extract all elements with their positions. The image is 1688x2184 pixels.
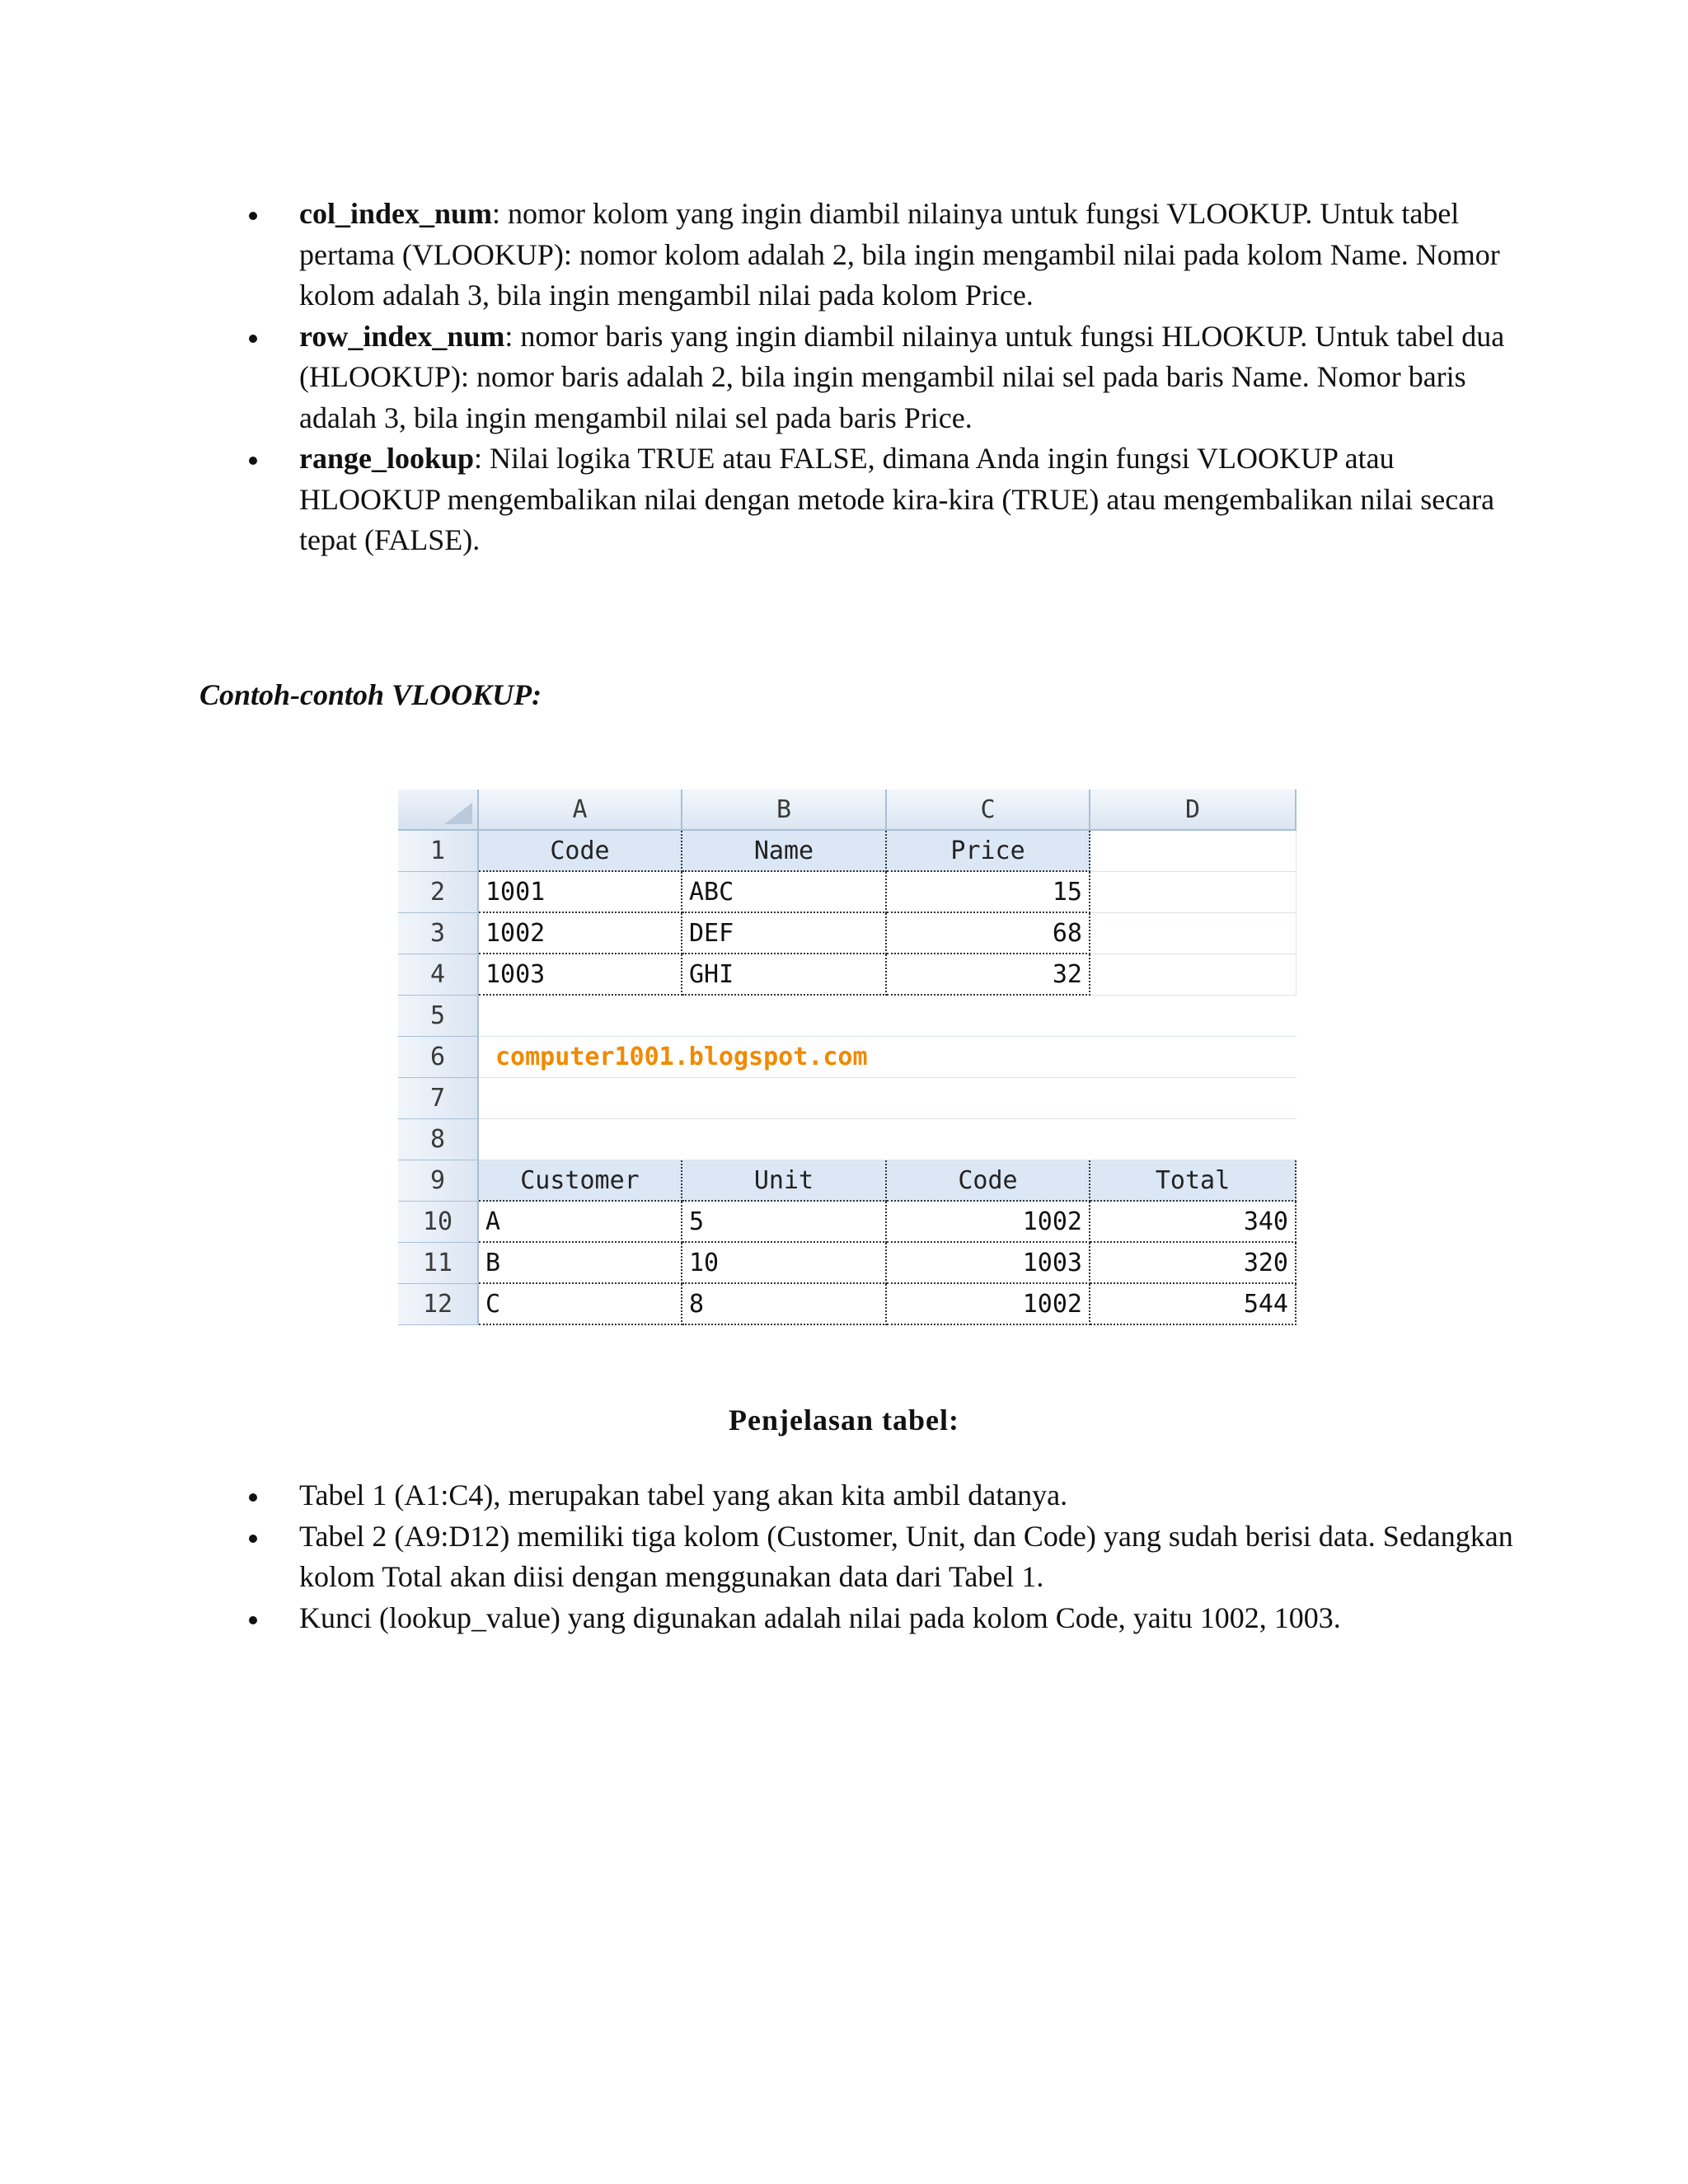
- row-header[interactable]: 1: [398, 831, 479, 872]
- table2-cell: 10: [682, 1243, 887, 1284]
- table2-cell: 5: [682, 1202, 887, 1243]
- bullet-icon: [249, 335, 257, 343]
- explanation-list: [0, 1475, 1688, 1638]
- term-label: col_index_num: [299, 197, 493, 230]
- list-item: [0, 194, 1688, 316]
- column-header[interactable]: D: [1090, 790, 1296, 831]
- row-header[interactable]: 6: [398, 1037, 479, 1078]
- row-header[interactable]: 11: [398, 1243, 479, 1284]
- table1-header-cell: Price: [887, 831, 1090, 872]
- row-header[interactable]: 12: [398, 1284, 479, 1325]
- list-item: [0, 316, 1688, 439]
- bullet-icon: [249, 1493, 257, 1502]
- table1-cell: GHI: [682, 954, 887, 996]
- table2-cell: 544: [1090, 1284, 1296, 1325]
- term-description: : nomor kolom yang ingin diambil nilainya untuk fungsi VLOOKUP. Untuk tabel pertama (VLOOKUP): nomor kolom adalah 2, bila ingin mengambil nilai pada kolom Name. Nomor kolom adalah 3, bila ingin mengambil nilai pada kolom Price.: [299, 197, 1500, 312]
- list-item: [0, 1516, 1688, 1598]
- table1-header-cell: Code: [479, 831, 682, 872]
- empty-cell: [1090, 913, 1296, 954]
- table2-cell: A: [479, 1202, 682, 1243]
- row-header[interactable]: 4: [398, 954, 479, 996]
- table1-cell: 68: [887, 913, 1090, 954]
- term-description: : Nilai logika TRUE atau FALSE, dimana Anda ingin fungsi VLOOKUP atau HLOOKUP mengembalikan nilai dengan metode kira-kira (TRUE) atau mengembalikan nilai secara tepat (FALSE).: [299, 442, 1495, 556]
- table2-cell: B: [479, 1243, 682, 1284]
- table2-header-cell: Code: [887, 1160, 1090, 1202]
- table2-cell: 1002: [887, 1202, 1090, 1243]
- spreadsheet-image: [398, 790, 1296, 1329]
- table1-cell: ABC: [682, 872, 887, 913]
- list-item-text: Tabel 1 (A1:C4), merupakan tabel yang akan kita ambil datanya.: [299, 1479, 1068, 1511]
- table1-cell: DEF: [682, 913, 887, 954]
- row-header[interactable]: 8: [398, 1119, 479, 1160]
- table1-cell: 32: [887, 954, 1090, 996]
- row-header[interactable]: 10: [398, 1202, 479, 1243]
- column-header[interactable]: B: [682, 790, 887, 831]
- bullet-icon: [249, 1535, 257, 1543]
- row-header[interactable]: 2: [398, 872, 479, 913]
- table1-cell: 15: [887, 872, 1090, 913]
- empty-cell: [1090, 872, 1296, 913]
- table2-header-cell: Unit: [682, 1160, 887, 1202]
- table2-header-cell: Customer: [479, 1160, 682, 1202]
- table1-cell: 1003: [479, 954, 682, 996]
- list-item-text: Kunci (lookup_value) yang digunakan adalah nilai pada kolom Code, yaitu 1002, 1003.: [299, 1601, 1341, 1634]
- examples-heading: Contoh-contoh VLOOKUP:: [199, 678, 542, 711]
- table1-cell: 1002: [479, 913, 682, 954]
- term-label: range_lookup: [299, 442, 475, 475]
- list-item: [0, 438, 1688, 561]
- explanation-heading: Penjelasan tabel:: [729, 1404, 959, 1436]
- table2-cell: 8: [682, 1284, 887, 1325]
- watermark-text: computer1001.blogspot.com: [479, 1037, 1296, 1078]
- empty-cell: [1090, 831, 1296, 872]
- term-description: : nomor baris yang ingin diambil nilainya untuk fungsi HLOOKUP. Untuk tabel dua (HLOOKUP): nomor baris adalah 2, bila ingin mengambil nilai sel pada baris Name. Nomor baris adalah 3, bila ingin mengambil nilai sel pada baris Price.: [299, 319, 1505, 434]
- table2-cell: C: [479, 1284, 682, 1325]
- list-item-text: Tabel 2 (A9:D12) memiliki tiga kolom (Customer, Unit, dan Code) yang sudah berisi data. Sedangkan kolom Total akan diisi dengan menggunakan data dari Tabel 1.: [299, 1519, 1513, 1593]
- list-item: [0, 1598, 1688, 1639]
- row-header[interactable]: 9: [398, 1160, 479, 1202]
- table2-cell: 1003: [887, 1243, 1090, 1284]
- table1-cell: 1001: [479, 872, 682, 913]
- empty-cell: [1090, 954, 1296, 996]
- bullet-icon: [249, 212, 257, 220]
- row-header[interactable]: 5: [398, 996, 479, 1037]
- column-header[interactable]: A: [479, 790, 682, 831]
- row-header[interactable]: 7: [398, 1078, 479, 1119]
- select-all-corner[interactable]: [398, 790, 479, 831]
- row-header[interactable]: 3: [398, 913, 479, 954]
- table2-cell: 320: [1090, 1243, 1296, 1284]
- list-item: [0, 1475, 1688, 1516]
- empty-row: [479, 996, 1296, 1037]
- table1-header-cell: Name: [682, 831, 887, 872]
- bullet-icon: [249, 457, 257, 465]
- table2-cell: 1002: [887, 1284, 1090, 1325]
- table2-cell: 340: [1090, 1202, 1296, 1243]
- table2-header-cell: Total: [1090, 1160, 1296, 1202]
- parameter-list: [0, 194, 1688, 561]
- empty-row: [479, 1119, 1296, 1160]
- bullet-icon: [249, 1616, 257, 1624]
- empty-row: [479, 1078, 1296, 1119]
- term-label: row_index_num: [299, 319, 505, 353]
- column-header[interactable]: C: [887, 790, 1090, 831]
